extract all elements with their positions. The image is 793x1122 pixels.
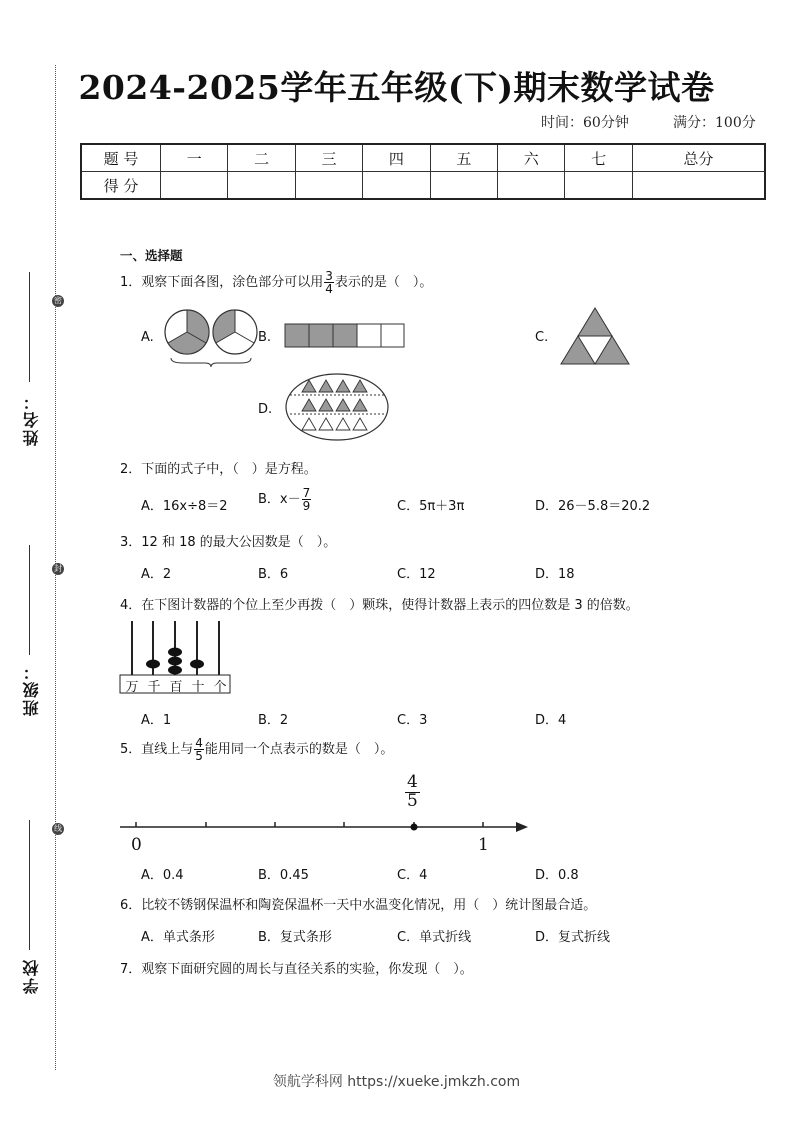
name-label: 姓名： <box>22 392 41 446</box>
q5-text-a: 5．直线上与 <box>120 742 194 757</box>
q1-text-a: 1．观察下面各图，涂色部分可以用 <box>120 275 324 290</box>
score-head-cell: 七 <box>565 144 632 172</box>
q2-option-a: A．16x÷8＝2 <box>141 499 228 514</box>
score-cell[interactable] <box>565 172 632 200</box>
q1-fraction <box>324 270 334 295</box>
q1-figure-c-triangle <box>559 306 631 366</box>
score-cell[interactable] <box>430 172 497 200</box>
score-row-label: 得 分 <box>81 172 161 200</box>
q1-figure-a-circles <box>163 306 263 368</box>
score-header-row <box>81 144 765 172</box>
q1-option-b-label: B. <box>258 330 272 345</box>
q5-option-d: D．0.8 <box>535 868 579 883</box>
q5-mark-den: 5 <box>407 790 418 811</box>
seal-feng: 封 <box>54 564 62 573</box>
q2-option-d: D．26－5.8＝20.2 <box>535 499 651 514</box>
score-table <box>80 143 766 200</box>
q2-b-fraction <box>302 487 312 512</box>
question-1 <box>120 270 432 295</box>
q4-option-d: D．4 <box>535 713 567 728</box>
abacus-label-qian: 千 <box>147 680 161 695</box>
q3-option-a: A．2 <box>141 567 172 582</box>
q6-option-d: D．复式折线 <box>535 930 611 945</box>
time-label: 时间：60分钟 <box>541 115 629 131</box>
q5-line-zero: 0 <box>131 835 142 855</box>
seal-mi: 密 <box>54 296 62 305</box>
q5-option-c: C．4 <box>397 868 428 883</box>
q2-b-num: 7 <box>302 486 311 500</box>
score-cell[interactable] <box>632 172 765 200</box>
q6-option-b: B．复式条形 <box>258 930 332 945</box>
q2-b-den: 9 <box>302 499 311 513</box>
q2-b-prefix: B．x－ <box>258 492 301 507</box>
q1-option-d-label: D. <box>258 402 273 417</box>
q4-abacus-labels <box>121 676 231 695</box>
q5-option-a: A．0.4 <box>141 868 184 883</box>
score-head-cell: 三 <box>295 144 362 172</box>
question-2: 2．下面的式子中，（ ）是方程。 <box>120 462 317 477</box>
q2-option-c: C．5π＋3π <box>397 499 465 514</box>
q5-text-b: 能用同一个点表示的数是（ ）。 <box>204 742 394 757</box>
q2-option-b <box>258 487 312 512</box>
q5-fraction <box>194 737 204 762</box>
q4-option-c: C．3 <box>397 713 428 728</box>
score-cell[interactable] <box>295 172 362 200</box>
q5-frac-den: 5 <box>195 749 203 763</box>
score-cell[interactable] <box>363 172 430 200</box>
seal-xian: 线 <box>54 824 62 833</box>
q5-number-line <box>118 816 530 838</box>
question-7: 7．观察下面研究圆的周长与直径关系的实验，你发现（ ）。 <box>120 962 473 977</box>
score-head-cell: 六 <box>498 144 565 172</box>
q1-option-a-label: A. <box>141 330 154 345</box>
score-head-cell: 总分 <box>632 144 765 172</box>
score-head-cell: 五 <box>430 144 497 172</box>
q3-option-b: B．6 <box>258 567 289 582</box>
school-blank-line <box>29 820 30 950</box>
q1-text-b: 表示的是（ ）。 <box>334 275 433 290</box>
q5-frac-num: 4 <box>195 736 203 750</box>
q5-option-b: B．0.45 <box>258 868 309 883</box>
score-head-cell: 二 <box>228 144 295 172</box>
footer-watermark: 领航学科网 https://xueke.jmkzh.com <box>272 1074 521 1090</box>
score-head-cell: 一 <box>161 144 228 172</box>
class-blank-line <box>29 545 30 655</box>
q1-frac-den: 4 <box>325 282 333 296</box>
score-value-row <box>81 172 765 200</box>
name-blank-line <box>29 272 30 382</box>
q1-option-c-label: C. <box>535 330 549 345</box>
question-6: 6．比较不锈钢保温杯和陶瓷保温杯一天中水温变化情况，用（ ）统计图最合适。 <box>120 898 597 913</box>
q4-option-a: A．1 <box>141 713 172 728</box>
q1-figure-d-ellipse <box>284 372 390 442</box>
q5-line-one: 1 <box>478 835 489 855</box>
q6-option-c: C．单式折线 <box>397 930 472 945</box>
score-cell[interactable] <box>498 172 565 200</box>
question-5 <box>120 737 393 762</box>
q5-marked-fraction <box>405 774 420 811</box>
q3-option-d: D．18 <box>535 567 575 582</box>
class-label: 班级： <box>22 662 41 716</box>
q3-option-c: C．12 <box>397 567 436 582</box>
full-score-label: 满分：100分 <box>673 115 756 131</box>
q6-option-a: A．单式条形 <box>141 930 215 945</box>
abacus-label-shi: 十 <box>191 680 205 695</box>
score-cell[interactable] <box>161 172 228 200</box>
abacus-label-wan: 万 <box>125 680 139 695</box>
school-label: 学校 <box>22 958 41 994</box>
question-3: 3．12 和 18 的最大公因数是（ ）。 <box>120 535 337 550</box>
q1-frac-num: 3 <box>325 269 333 283</box>
score-cell[interactable] <box>228 172 295 200</box>
q5-mark-num: 4 <box>407 772 418 792</box>
section-heading-choice: 一、选择题 <box>120 248 183 263</box>
score-head-cell: 四 <box>363 144 430 172</box>
question-4: 4．在下图计数器的个位上至少再拨（ ）颗珠，使得计数器上表示的四位数是 3 的倍数。 <box>120 598 639 613</box>
q1-figure-b-bar <box>284 323 406 349</box>
q4-option-b: B．2 <box>258 713 289 728</box>
abacus-label-ge: 个 <box>213 680 227 695</box>
abacus-label-bai: 百 <box>169 680 183 695</box>
score-head-cell: 题 号 <box>81 144 161 172</box>
exam-title: 2024-2025学年五年级(下)期末数学试卷 <box>78 68 715 107</box>
